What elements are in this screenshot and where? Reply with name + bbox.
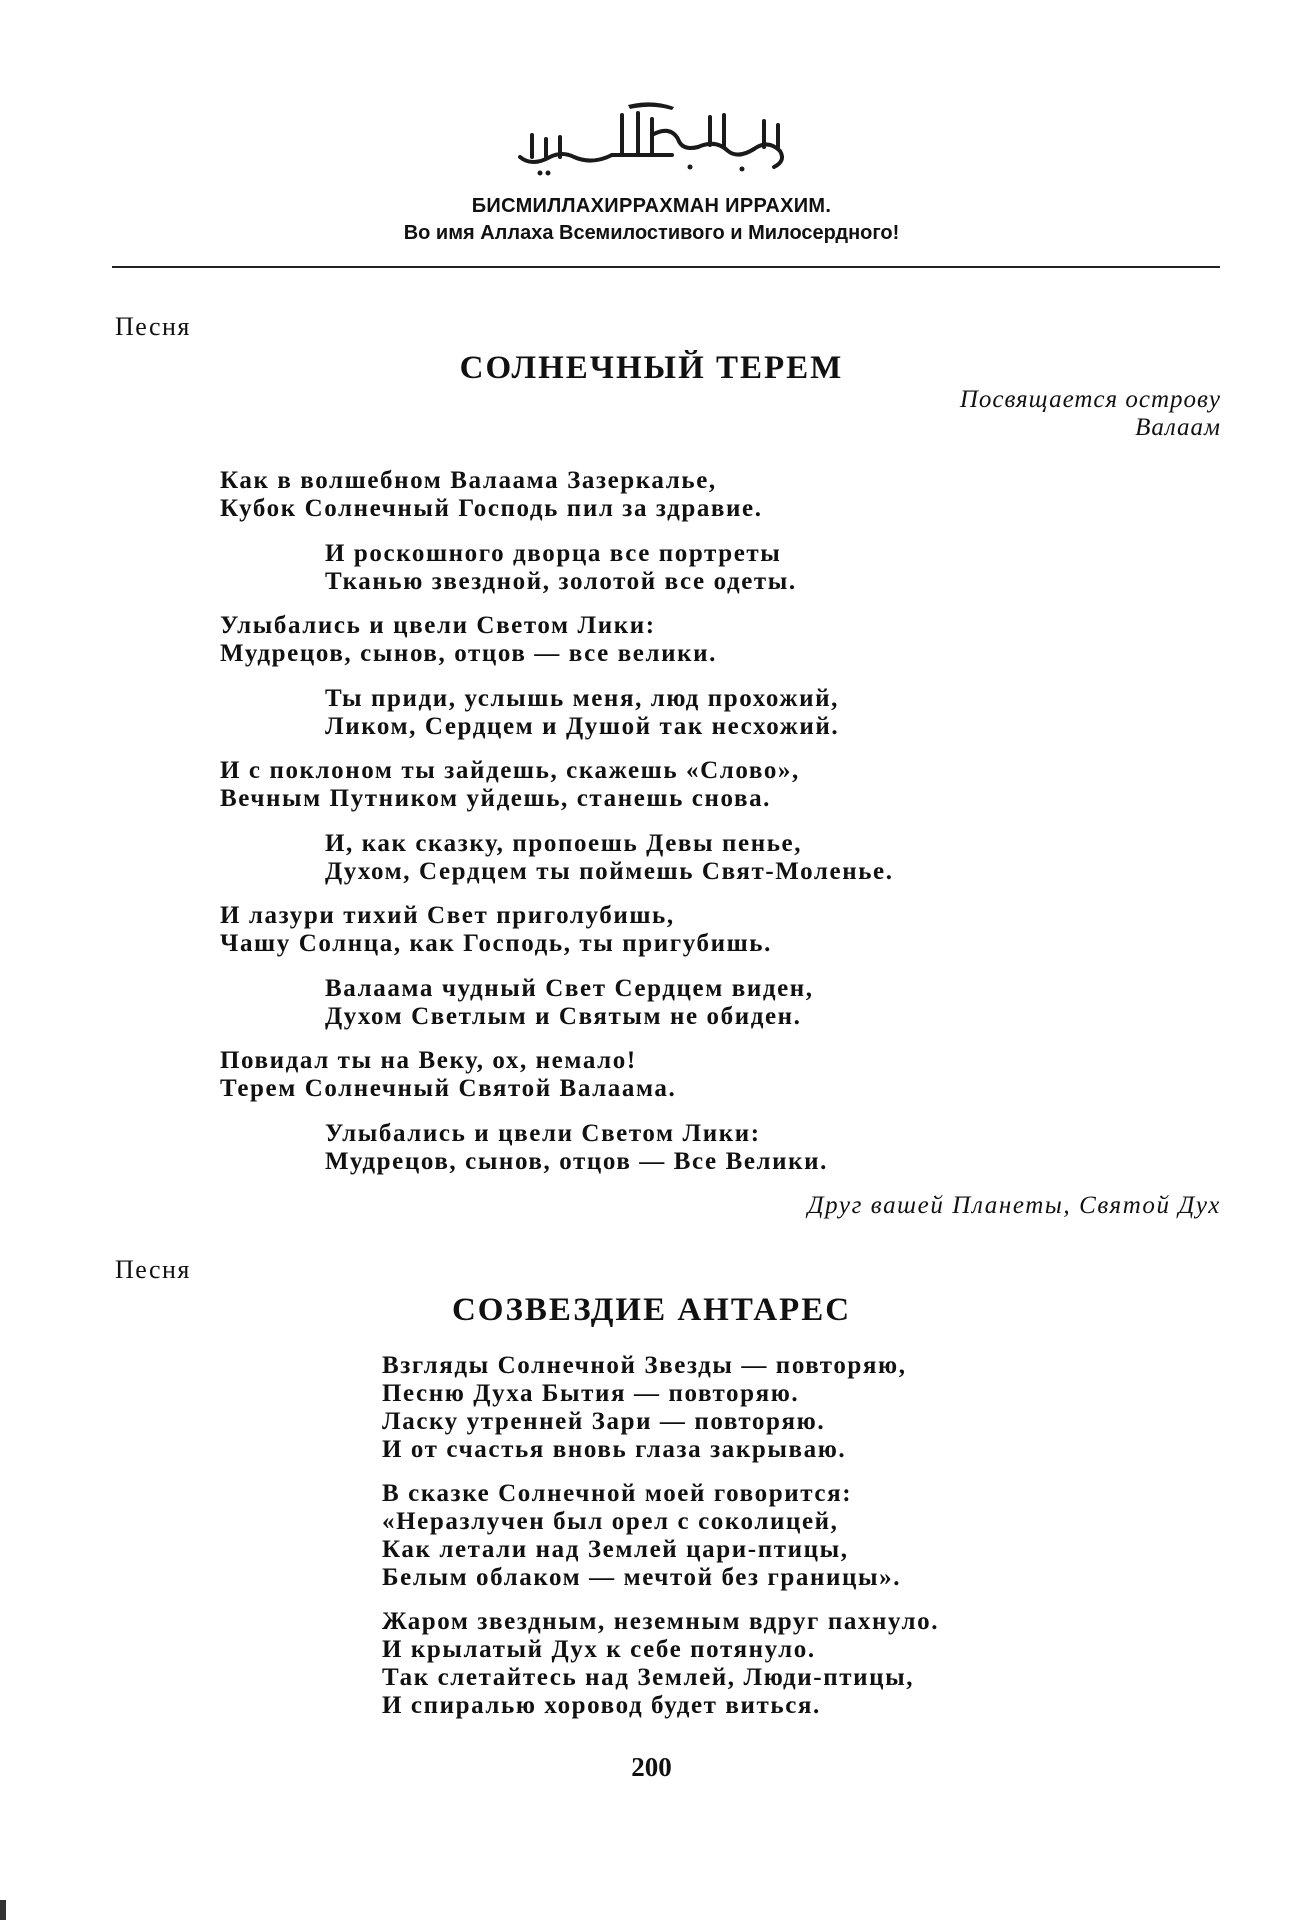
verse-line: Улыбались и цвели Светом Лики: <box>220 612 656 639</box>
verse-line: Повидал ты на Веку, ох, немало! <box>220 1047 637 1074</box>
verse-line: «Неразлучен был орел с соколицей, <box>382 1508 839 1535</box>
song1-genre-label: Песня <box>115 312 191 341</box>
verse-line: И крылатый Дух к себе потянуло. <box>382 1636 816 1663</box>
verse-line: И с поклоном ты зайдешь, скажешь «Слово», <box>220 757 800 784</box>
song1-stanza-6 <box>325 830 894 886</box>
verse-line: Как в волшебном Валаама Зазеркалье, <box>220 467 717 494</box>
song1-stanza-1 <box>220 467 763 523</box>
verse-line: Терем Солнечный Святой Валаама. <box>220 1075 677 1102</box>
song1-dedication <box>960 386 1221 442</box>
song1-stanza-4 <box>325 685 839 741</box>
verse-line: Тканью звездной, золотой все одеты. <box>325 568 797 595</box>
verse-line: В сказке Солнечной моей говорится: <box>382 1480 853 1507</box>
song1-stanza-2 <box>325 540 797 596</box>
song1-stanza-9 <box>220 1047 676 1103</box>
verse-line: Валаама чудный Свет Сердцем виден, <box>325 975 814 1002</box>
song1-stanza-5 <box>220 757 800 813</box>
verse-line: И роскошного дворца все портреты <box>325 540 782 567</box>
verse-line: И, как сказку, пропоешь Девы пенье, <box>325 830 803 857</box>
verse-line: Так слетайтесь над Землей, Люди-птицы, <box>382 1664 915 1691</box>
verse-line: И спиралью хоровод будет виться. <box>382 1692 821 1719</box>
song1-stanza-3 <box>220 612 717 668</box>
dedication-line: Валаам <box>1135 414 1221 441</box>
verse-line: Жаром звездным, неземным вдруг пахнуло. <box>382 1608 940 1635</box>
song2-genre-label: Песня <box>115 1255 191 1284</box>
verse-line: Песню Духа Бытия — повторяю. <box>382 1380 800 1407</box>
verse-line: И лазури тихий Свет приголубишь, <box>220 902 675 929</box>
verse-line: Вечным Путником уйдешь, станешь снова. <box>220 785 772 812</box>
song1-signature: Друг вашей Планеты, Святой Дух <box>807 1192 1221 1219</box>
verse-line: Белым облаком — мечтой без границы». <box>382 1564 902 1591</box>
song2-stanza-2 <box>382 1480 901 1592</box>
verse-line: Кубок Солнечный Господь пил за здравие. <box>220 495 763 522</box>
verse-line: Улыбались и цвели Светом Лики: <box>325 1120 761 1147</box>
verse-line: Мудрецов, сынов, отцов — Все Велики. <box>325 1148 829 1175</box>
header-divider <box>112 266 1220 268</box>
page-number: 200 <box>631 1752 672 1782</box>
song1-stanza-7 <box>220 902 772 958</box>
arabic-calligraphy-image <box>502 95 802 185</box>
song2-stanza-1 <box>382 1352 907 1464</box>
verse-line: Взгляды Солнечной Звезды — повторяю, <box>382 1352 907 1379</box>
song2-title: СОЗВЕЗДИЕ АНТАРЕС <box>451 1292 852 1328</box>
scan-edge-mark <box>0 1900 6 1920</box>
verse-line: Ласку утренней Зари — повторяю. <box>382 1408 826 1435</box>
verse-line: Как летали над Землей цари-птицы, <box>382 1536 849 1563</box>
basmala-translation: Во имя Аллаха Всемилостивого и Милосердного! <box>403 222 900 244</box>
song1-stanza-8 <box>325 975 814 1031</box>
song2-stanza-3 <box>382 1608 939 1720</box>
verse-line: Мудрецов, сынов, отцов — все велики. <box>220 640 717 667</box>
verse-line: Ты приди, услышь меня, люд прохожий, <box>325 685 839 712</box>
verse-line: Духом Светлым и Святым не обиден. <box>325 1003 802 1030</box>
basmala-transliteration: БИСМИЛЛАХИРРАХМАН ИРРАХИМ. <box>471 195 832 217</box>
song1-title: СОЛНЕЧНЫЙ ТЕРЕМ <box>459 350 844 386</box>
verse-line: Ликом, Сердцем и Душой так несхожий. <box>325 713 840 740</box>
verse-line: Чашу Солнца, как Господь, ты пригубишь. <box>220 930 772 957</box>
song1-stanza-10 <box>325 1120 828 1176</box>
basmala-calligraphy <box>0 95 1303 185</box>
dedication-line: Посвящается острову <box>959 386 1221 413</box>
verse-line: Духом, Сердцем ты поймешь Свят-Моленье. <box>325 858 894 885</box>
verse-line: И от счастья вновь глаза закрываю. <box>382 1436 847 1463</box>
